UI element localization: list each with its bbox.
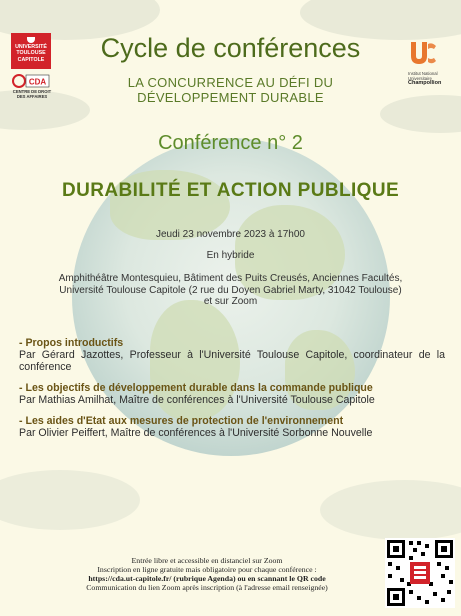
footer-line: Entrée libre et accessible en distanciel sur Zoom (131, 556, 283, 565)
venue-line: et sur Zoom (203, 296, 258, 307)
logo-text: CAPITOLE (17, 56, 45, 63)
subtitle-line: LA CONCURRENCE AU DÉFI DU (127, 75, 334, 90)
cloud-decoration (380, 95, 461, 133)
program-item-heading: - Propos introductifs (19, 337, 124, 349)
subtitle-line: DÉVELOPPEMENT DURABLE (137, 90, 324, 105)
champollion-uc-logo (408, 38, 438, 68)
footer-line: Communication du lien Zoom après inscription (à l'adresse email renseignée) (86, 583, 328, 592)
program-item-heading: - Les aides d'Etat aux mesures de protection de l'environnement (19, 415, 344, 427)
cda-caption: CENTRE DE DROIT DES AFFAIRES (12, 89, 52, 99)
cloud-decoration (320, 480, 461, 540)
poster-subtitle (78, 75, 383, 105)
registration-link[interactable]: https://cda.ut-capitole.fr/ (rubrique Agenda) ou en scannant le QR code (88, 574, 326, 583)
crest-icon (27, 37, 35, 43)
event-venue (24, 273, 437, 308)
caption-line: Institut National (408, 71, 438, 76)
caption-brand: Champollion (408, 80, 442, 86)
footer-line: Inscription en ligne gratuite mais obligatoire pour chaque conférence : (97, 565, 317, 574)
program-item-speaker: Par Gérard Jazottes, Professeur à l'Université Toulouse Capitole, coordinateur de la conférence (19, 349, 445, 373)
program-item-speaker: Par Mathias Amilhat, Maître de conférences à l'Université Toulouse Capitole (19, 394, 375, 406)
conference-title: DURABILITÉ ET ACTION PUBLIQUE (61, 180, 400, 201)
cloud-decoration (0, 470, 140, 530)
cda-logo (12, 72, 50, 90)
program-item-heading: - Les objectifs de développement durable dans la commande publique (19, 382, 373, 394)
event-date: Jeudi 23 novembre 2023 à 17h00 (155, 229, 305, 240)
program-item-speaker: Par Olivier Peiffert, Maître de conférences à l'Université Sorbonne Nouvelle (19, 427, 373, 439)
program-item (19, 382, 445, 406)
logo-text: UNIVERSITÉ (15, 44, 47, 50)
conference-number: Conférence n° 2 (158, 132, 303, 154)
registration-info (30, 556, 384, 592)
venue-line: Université Toulouse Capitole (2 rue du Doyen Gabriel Marty, 31042 Toulouse) (59, 284, 402, 296)
poster-title: Cycle de conférences (100, 33, 361, 63)
cda-mark-text: CDA (28, 77, 47, 87)
program-item (19, 337, 445, 373)
universite-toulouse-capitole-logo (11, 33, 51, 69)
event-mode: En hybride (206, 250, 255, 261)
logo-text: TOULOUSE (16, 50, 46, 57)
champollion-caption (408, 71, 452, 86)
program-item (19, 415, 445, 439)
caption-line: Universitaire (408, 76, 432, 81)
venue-line: Amphithéâtre Montesquieu, Bâtiment des Puits Creusés, Anciennes Facultés, (58, 273, 403, 284)
qr-code[interactable] (385, 538, 455, 608)
program-list (19, 337, 445, 448)
